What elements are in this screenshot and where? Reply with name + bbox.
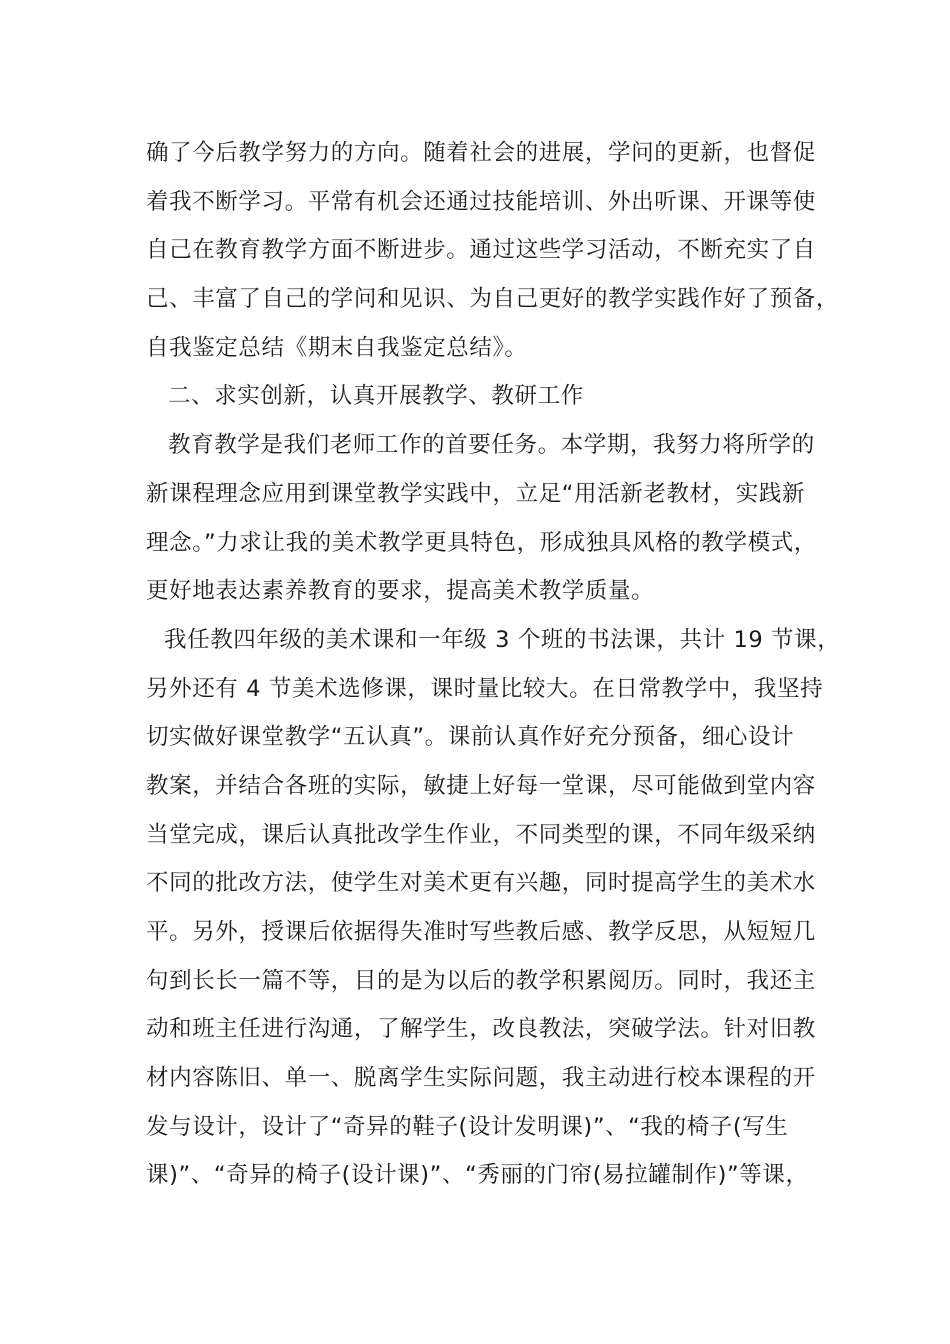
text-line: 发与设计，设计了“奇异的鞋子(设计发明课)”、“我的椅子(写生: [146, 1113, 789, 1140]
body-text: [146, 129, 846, 1200]
text-line: 另外还有 4 节美术选修课，课时量比较大。在日常教学中，我坚持: [146, 675, 824, 702]
text-line: 平。另外，授课后依据得失准时写些教后感、教学反思，从短短几: [146, 919, 816, 945]
text-line: 当堂完成，课后认真批改学生作业，不同类型的课，不同年级采纳: [146, 821, 816, 848]
text-line: 着我不断学习。平常有机会还通过技能培训、外出听课、开课等使: [146, 188, 816, 215]
section-heading: 二、求实创新，认真开展教学、教研工作: [168, 383, 584, 410]
text-line: 确了今后教学努力的方向。随着社会的进展，学问的更新，也督促: [146, 140, 816, 166]
text-line: 动和班主任进行沟通，了解学生，改良教法，突破学法。针对旧教: [146, 1016, 816, 1043]
paragraph-first-line: 我任教四年级的美术课和一年级 3 个班的书法课，共计 19 节课，: [164, 626, 841, 653]
text-line: 课)”、“奇异的椅子(设计课)”、“秀丽的门帘(易拉罐制作)”等课，: [146, 1162, 809, 1189]
text-line: 切实做好课堂教学“五认真”。课前认真作好充分预备，细心设计: [146, 724, 795, 751]
paragraph-first-line: 教育教学是我们老师工作的首要任务。本学期，我努力将所学的: [168, 432, 815, 459]
text-line: 材内容陈旧、单一、脱离学生实际问题，我主动进行校本课程的开: [146, 1065, 816, 1092]
text-line: 理念。”力求让我的美术教学更具特色，形成独具风格的教学模式，: [146, 529, 817, 556]
text-line: 句到长长一篇不等，目的是为以后的教学积累阅历。同时，我还主: [146, 967, 816, 994]
text-line: 不同的批改方法，使学生对美术更有兴趣，同时提高学生的美术水: [146, 870, 816, 897]
text-line: 自我鉴定总结《期末自我鉴定总结》。: [146, 334, 528, 361]
text-line: 己、丰富了自己的学问和见识、为自己更好的教学实践作好了预备，: [146, 286, 840, 313]
text-line: 教案，并结合各班的实际，敏捷上好每一堂课，尽可能做到堂内容: [146, 772, 816, 799]
text-line: 更好地表达素养教育的要求，提高美术教学质量。: [146, 578, 655, 605]
text-line: 自己在教育教学方面不断进步。通过这些学习活动，不断充实了自: [146, 237, 816, 264]
text-line: 新课程理念应用到课堂教学实践中，立足“用活新老教材，实践新: [146, 480, 806, 507]
